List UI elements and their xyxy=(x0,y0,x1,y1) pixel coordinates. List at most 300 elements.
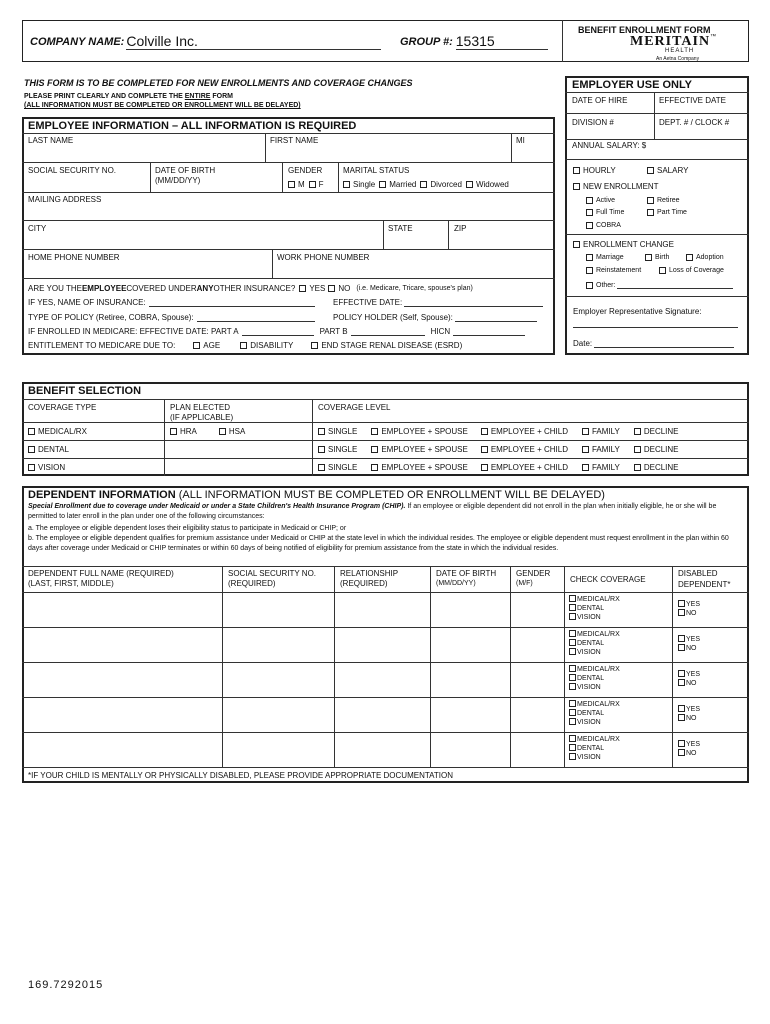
emp-line-2 xyxy=(22,162,555,163)
medicare-part-b-label: PART B xyxy=(319,327,348,336)
marriage-checkbox[interactable] xyxy=(586,254,593,261)
special-bold: Special Enrollment due to coverage under Medicaid or under a State Children's Health Insurance Program (CHIP). xyxy=(28,503,406,510)
dep-row-4-coverage xyxy=(569,700,620,727)
medical-family-label: FAMILY xyxy=(591,427,620,436)
emp-line-5 xyxy=(22,249,555,250)
medicare-part-a-field[interactable] xyxy=(242,327,314,336)
dep5-no-label: NO xyxy=(686,750,697,757)
dep-row-2-coverage xyxy=(569,630,620,657)
new-enrollment-option xyxy=(573,182,659,191)
hsa-checkbox[interactable] xyxy=(219,428,226,435)
medical-emp-child-label: EMPLOYEE + CHILD xyxy=(490,427,568,436)
dental-label: DENTAL xyxy=(38,445,69,454)
dep-row-1-disabled xyxy=(678,600,700,618)
ben-v2 xyxy=(312,399,313,476)
intro-line2 xyxy=(24,93,233,100)
hsa-label: HSA xyxy=(228,427,246,436)
dep1-medical-label: MEDICAL/RX xyxy=(577,596,620,603)
q-mid: COVERED UNDER xyxy=(126,284,197,293)
q-pre: ARE YOU THE xyxy=(28,284,82,293)
disabled-footnote: *IF YOUR CHILD IS MENTALLY OR PHYSICALLY DISABLED, PLEASE PROVIDE APPROPRIATE DOCUMENTATION xyxy=(28,771,453,780)
er-date-label: Date: xyxy=(573,339,593,348)
policy-holder-field[interactable] xyxy=(455,313,537,322)
ent-age-label: AGE xyxy=(203,341,221,350)
dep-gender-sub: (M/F) xyxy=(516,580,533,587)
gender-m-label: M xyxy=(298,180,305,189)
dep-line-2 xyxy=(22,662,749,663)
ben-line-3 xyxy=(22,440,749,441)
special-text: If an employee or eligible dependent did not enroll in the plan when initially eligible, he or she will be permitted to later enroll in the plan under one of the following circumstances: xyxy=(28,503,717,520)
dep-v6 xyxy=(672,566,673,767)
dependent-title: DEPENDENT INFORMATION xyxy=(28,489,176,501)
last-name-label: LAST NAME xyxy=(28,136,74,145)
dep3-yes-checkbox[interactable] xyxy=(678,670,685,677)
group-label: GROUP #: xyxy=(400,36,453,48)
marital-widowed-checkbox[interactable] xyxy=(466,181,473,188)
dep4-no-label: NO xyxy=(686,715,697,722)
emp-v6 xyxy=(383,220,384,249)
salary-opt-label: SALARY xyxy=(657,166,689,175)
dep3-dental-checkbox[interactable] xyxy=(569,674,576,681)
dep-dob-header: DATE OF BIRTH xyxy=(436,569,497,578)
er-line-3 xyxy=(565,139,749,140)
dep-v5 xyxy=(564,566,565,767)
other-checkbox[interactable] xyxy=(586,282,593,289)
other-ins-no-label: NO xyxy=(338,284,351,293)
dental-single-label: SINGLE xyxy=(328,445,358,454)
ins-eff-date-row xyxy=(333,298,543,307)
ent-disability-label: DISABILITY xyxy=(250,341,294,350)
dep-row-4-disabled xyxy=(678,705,700,723)
policy-holder-label: POLICY HOLDER (Self, Spouse): xyxy=(333,313,453,322)
er-v1 xyxy=(654,92,655,139)
marital-single-checkbox[interactable] xyxy=(343,181,350,188)
er-line-6 xyxy=(565,296,749,297)
dept-label: DEPT. # / CLOCK # xyxy=(659,118,730,127)
other-field[interactable] xyxy=(617,281,733,289)
dep1-dental-checkbox[interactable] xyxy=(569,604,576,611)
medical-rx-checkbox[interactable] xyxy=(28,428,35,435)
reinstatement-label: Reinstatement xyxy=(596,267,642,274)
city-label: CITY xyxy=(28,224,47,233)
dependent-title-row xyxy=(28,489,605,501)
rep-signature-label: Employer Representative Signature: xyxy=(573,307,702,316)
adoption-option xyxy=(686,254,724,261)
dep4-medical-label: MEDICAL/RX xyxy=(577,701,620,708)
intro-line2-emph: ENTIRE xyxy=(184,93,211,100)
part-time-checkbox[interactable] xyxy=(647,209,654,216)
hourly-option xyxy=(573,166,616,175)
gender-f-checkbox[interactable] xyxy=(309,181,316,188)
ben-line-4 xyxy=(22,458,749,459)
dep-line-5 xyxy=(22,767,749,768)
intro-line2-post: FORM xyxy=(210,93,233,100)
dep3-yes-label: YES xyxy=(686,671,701,678)
dep-name-sub: (LAST, FIRST, MIDDLE) xyxy=(28,579,114,588)
employee-info-title: EMPLOYEE INFORMATION – ALL INFORMATION IS REQUIRED xyxy=(28,120,357,132)
annual-salary-label: ANNUAL SALARY: $ xyxy=(572,141,647,150)
other-ins-yes-checkbox[interactable] xyxy=(299,285,306,292)
dep4-dental-label: DENTAL xyxy=(577,710,605,717)
state-label: STATE xyxy=(388,224,413,233)
vision-decline-checkbox[interactable] xyxy=(634,464,641,471)
ins-name-field[interactable] xyxy=(149,298,315,307)
company-name-row xyxy=(30,34,381,50)
marital-single-label: Single xyxy=(353,180,376,189)
work-phone-label: WORK PHONE NUMBER xyxy=(277,253,370,262)
er-line-1 xyxy=(565,92,749,93)
marital-divorced-checkbox[interactable] xyxy=(420,181,427,188)
marital-widowed-label: Widowed xyxy=(475,180,509,189)
emp-line-1 xyxy=(22,133,555,134)
ins-name-label: IF YES, NAME OF INSURANCE: xyxy=(28,298,146,307)
vision-emp-spouse-checkbox[interactable] xyxy=(371,464,378,471)
header-divider xyxy=(562,20,563,62)
dep2-dental-checkbox[interactable] xyxy=(569,639,576,646)
dep5-yes-label: YES xyxy=(686,741,701,748)
dental-option xyxy=(28,445,69,454)
marital-label: MARITAL STATUS xyxy=(343,166,410,175)
retiree-label: Retiree xyxy=(657,197,680,204)
q-emp: EMPLOYEE xyxy=(81,284,127,293)
dep-v4 xyxy=(510,566,511,767)
ent-disability-checkbox[interactable] xyxy=(240,342,247,349)
dependent-title-note: (ALL INFORMATION MUST BE COMPLETED OR ENROLLMENT WILL BE DELAYED) xyxy=(175,489,605,501)
marital-married-label: Married xyxy=(389,180,417,189)
full-time-option xyxy=(586,209,624,216)
adoption-checkbox[interactable] xyxy=(686,254,693,261)
dep5-yes-checkbox[interactable] xyxy=(678,740,685,747)
medical-emp-spouse-label: EMPLOYEE + SPOUSE xyxy=(381,427,468,436)
medical-family-checkbox[interactable] xyxy=(582,428,589,435)
dep-v3 xyxy=(430,566,431,767)
special-item-a: a. The employee or eligible dependent loses their eligibility status to participate in Medicaid or CHIP; or xyxy=(28,525,347,532)
dep4-yes-checkbox[interactable] xyxy=(678,705,685,712)
er-date-field[interactable] xyxy=(594,339,734,348)
dep3-medical-label: MEDICAL/RX xyxy=(577,666,620,673)
dep-row-2-disabled xyxy=(678,635,700,653)
enrollment-change-option xyxy=(573,240,674,249)
emp-v2 xyxy=(511,133,512,162)
medical-levels xyxy=(318,427,679,436)
dep-disabled-sub: DEPENDENT* xyxy=(678,580,731,589)
dep-gender-header: GENDER xyxy=(516,569,551,578)
emp-v3 xyxy=(150,162,151,192)
emp-line-4 xyxy=(22,220,555,221)
ssn-label: SOCIAL SECURITY NO. xyxy=(28,166,117,175)
dep2-yes-checkbox[interactable] xyxy=(678,635,685,642)
part-time-option xyxy=(647,209,687,216)
dep2-dental-label: DENTAL xyxy=(577,640,605,647)
gender-m-checkbox[interactable] xyxy=(288,181,295,188)
dep-rel-header: RELATIONSHIP xyxy=(340,569,399,578)
birth-option xyxy=(645,254,669,261)
reinstatement-checkbox[interactable] xyxy=(586,267,593,274)
other-ins-no-checkbox[interactable] xyxy=(328,285,335,292)
dep5-dental-label: DENTAL xyxy=(577,745,605,752)
dental-single-checkbox[interactable] xyxy=(318,446,325,453)
retiree-option xyxy=(647,197,680,204)
dep1-no-checkbox[interactable] xyxy=(678,609,685,616)
reinstatement-option xyxy=(586,267,641,274)
company-name-field[interactable] xyxy=(126,34,381,50)
dep2-yes-label: YES xyxy=(686,636,701,643)
other-label: Other: xyxy=(596,281,616,289)
gender-f-label: F xyxy=(318,180,324,189)
birth-checkbox[interactable] xyxy=(645,254,652,261)
vision-emp-child-label: EMPLOYEE + CHILD xyxy=(490,463,568,472)
dep5-medical-label: MEDICAL/RX xyxy=(577,736,620,743)
benefit-title: BENEFIT SELECTION xyxy=(28,385,142,397)
vision-decline-label: DECLINE xyxy=(643,463,679,472)
logo-tm: ™ xyxy=(710,34,717,40)
dental-levels xyxy=(318,445,679,454)
hra-checkbox[interactable] xyxy=(170,428,177,435)
ent-esrd-label: END STAGE RENAL DISEASE (ESRD) xyxy=(321,341,463,350)
dental-checkbox[interactable] xyxy=(28,446,35,453)
dep-row-1-coverage xyxy=(569,595,620,622)
dep5-no-checkbox[interactable] xyxy=(678,749,685,756)
rep-signature-field[interactable] xyxy=(573,327,738,328)
mi-label: MI xyxy=(516,136,525,145)
loss-option xyxy=(659,267,724,274)
hicn-field[interactable] xyxy=(453,327,525,336)
ent-esrd-checkbox[interactable] xyxy=(311,342,318,349)
birth-label: Birth xyxy=(655,254,670,261)
division-label: DIVISION # xyxy=(572,118,614,127)
plan-elected-header: PLAN ELECTED xyxy=(170,403,231,412)
home-phone-label: HOME PHONE NUMBER xyxy=(28,253,120,262)
er-line-2 xyxy=(565,113,749,114)
other-option xyxy=(586,281,733,289)
vision-single-checkbox[interactable] xyxy=(318,464,325,471)
dental-emp-child-checkbox[interactable] xyxy=(481,446,488,453)
insurance-name-row xyxy=(28,298,315,307)
dep-row-3-coverage xyxy=(569,665,620,692)
retiree-checkbox[interactable] xyxy=(647,197,654,204)
dep3-vision-checkbox[interactable] xyxy=(569,683,576,690)
special-enrollment-text xyxy=(28,502,744,522)
medical-rx-option xyxy=(28,427,87,436)
ben-line-2 xyxy=(22,422,749,423)
emp-v1 xyxy=(265,133,266,162)
dental-decline-checkbox[interactable] xyxy=(634,446,641,453)
group-value: 15315 xyxy=(455,33,495,49)
dental-emp-spouse-checkbox[interactable] xyxy=(371,446,378,453)
dep-name-header: DEPENDENT FULL NAME (REQUIRED) xyxy=(28,569,174,578)
dep5-vision-checkbox[interactable] xyxy=(569,753,576,760)
ins-eff-date-field[interactable] xyxy=(404,298,543,307)
policy-type-row xyxy=(28,313,315,322)
adoption-label: Adoption xyxy=(696,254,724,261)
dental-family-checkbox[interactable] xyxy=(582,446,589,453)
dep4-no-checkbox[interactable] xyxy=(678,714,685,721)
medicare-row xyxy=(28,327,525,336)
intro-line1: THIS FORM IS TO BE COMPLETED FOR NEW ENROLLMENTS AND COVERAGE CHANGES xyxy=(24,78,413,88)
medical-decline-checkbox[interactable] xyxy=(634,428,641,435)
vision-family-checkbox[interactable] xyxy=(582,464,589,471)
dep-v1 xyxy=(222,566,223,767)
zip-label: ZIP xyxy=(454,224,467,233)
form-number: 169.7292015 xyxy=(28,979,104,991)
er-line-4 xyxy=(565,159,749,160)
form-title: BENEFIT ENROLLMENT FORM xyxy=(578,25,711,35)
dep-line-0 xyxy=(22,592,749,593)
medical-emp-child-checkbox[interactable] xyxy=(481,428,488,435)
dep-row-5-coverage xyxy=(569,735,620,762)
other-insurance-question xyxy=(28,284,473,293)
ben-line-1 xyxy=(22,399,749,400)
marital-married-checkbox[interactable] xyxy=(379,181,386,188)
vision-checkbox[interactable] xyxy=(28,464,35,471)
dep4-dental-checkbox[interactable] xyxy=(569,709,576,716)
dep-line-4 xyxy=(22,732,749,733)
emp-v7 xyxy=(448,220,449,249)
medical-single-label: SINGLE xyxy=(328,427,358,436)
ben-v1 xyxy=(164,399,165,476)
enrollment-change-label: ENROLLMENT CHANGE xyxy=(583,240,674,249)
medical-decline-label: DECLINE xyxy=(643,427,679,436)
dep-dob-sub: (MM/DD/YY) xyxy=(436,580,476,587)
group-field[interactable] xyxy=(456,34,548,50)
first-name-label: FIRST NAME xyxy=(270,136,319,145)
dep-ssn-header: SOCIAL SECURITY NO. xyxy=(228,569,317,578)
vision-single-label: SINGLE xyxy=(328,463,358,472)
gender-label: GENDER xyxy=(288,166,323,175)
dep1-yes-checkbox[interactable] xyxy=(678,600,685,607)
emp-v4 xyxy=(282,162,283,192)
dep-line-head xyxy=(22,566,749,567)
dep2-vision-label: VISION xyxy=(577,649,601,656)
vision-option xyxy=(28,463,65,472)
active-checkbox[interactable] xyxy=(586,197,593,204)
marital-options xyxy=(343,180,509,189)
dep1-yes-label: YES xyxy=(686,601,701,608)
dep3-no-label: NO xyxy=(686,680,697,687)
dep2-medical-checkbox[interactable] xyxy=(569,630,576,637)
emp-line-6 xyxy=(22,278,555,279)
cobra-checkbox[interactable] xyxy=(586,222,593,229)
full-time-label: Full Time xyxy=(596,209,625,216)
full-time-checkbox[interactable] xyxy=(586,209,593,216)
vision-emp-child-checkbox[interactable] xyxy=(481,464,488,471)
dental-emp-spouse-label: EMPLOYEE + SPOUSE xyxy=(381,445,468,454)
dep1-medical-checkbox[interactable] xyxy=(569,595,576,602)
gender-options xyxy=(288,180,324,189)
dep5-dental-checkbox[interactable] xyxy=(569,744,576,751)
emp-v5 xyxy=(338,162,339,192)
dental-family-label: FAMILY xyxy=(591,445,620,454)
part-time-label: Part Time xyxy=(657,209,687,216)
other-ins-yes-label: YES xyxy=(309,284,326,293)
q-post: OTHER INSURANCE? xyxy=(213,284,296,293)
loss-checkbox[interactable] xyxy=(659,267,666,274)
dep-v2 xyxy=(334,566,335,767)
dep-check-header: CHECK COVERAGE xyxy=(570,575,646,584)
dep1-vision-label: VISION xyxy=(577,614,601,621)
dep3-vision-label: VISION xyxy=(577,684,601,691)
dep3-no-checkbox[interactable] xyxy=(678,679,685,686)
ins-eff-date-label: EFFECTIVE DATE: xyxy=(333,298,403,307)
dep1-vision-checkbox[interactable] xyxy=(569,613,576,620)
loss-label: Loss of Coverage xyxy=(669,267,724,274)
logo-text: MERITAIN xyxy=(630,34,711,49)
entitlement-label: ENTITLEMENT TO MEDICARE DUE TO: xyxy=(28,341,176,350)
dep2-no-label: NO xyxy=(686,645,697,652)
dep1-dental-label: DENTAL xyxy=(577,605,605,612)
salary-option xyxy=(647,166,688,175)
dep2-vision-checkbox[interactable] xyxy=(569,648,576,655)
group-row xyxy=(400,34,548,50)
dep3-medical-checkbox[interactable] xyxy=(569,665,576,672)
marriage-option xyxy=(586,254,624,261)
other-ins-note: (i.e. Medicare, Tricare, spouse's plan) xyxy=(356,285,473,292)
dep-rel-sub: (REQUIRED) xyxy=(340,579,388,588)
marriage-label: Marriage xyxy=(596,254,624,261)
dob-label: DATE OF BIRTH xyxy=(155,166,216,175)
medicare-part-a-label: IF ENROLLED IN MEDICARE: EFFECTIVE DATE: PART A xyxy=(28,327,239,336)
dep-line-1 xyxy=(22,627,749,628)
new-enrollment-checkbox[interactable] xyxy=(573,183,580,190)
vision-levels xyxy=(318,463,679,472)
employer-use-title: EMPLOYER USE ONLY xyxy=(572,79,693,91)
plan-options-medical xyxy=(170,427,245,436)
hra-label: HRA xyxy=(180,427,197,436)
policy-type-label: TYPE OF POLICY (Retiree, COBRA, Spouse): xyxy=(28,313,194,322)
special-item-b: b. The employee or eligible dependent qualifies for premium assistance under Medicaid or CHIP at the state level in which the individual resides. The employee or eligible dependent must request enrollment in the plan within 60 days after coverage under Medicaid or CHIP terminates or within 60 days of being notified of eligibility for premium assistance from the state in which the individual resides. xyxy=(28,535,729,552)
salary-checkbox[interactable] xyxy=(647,167,654,174)
hourly-checkbox[interactable] xyxy=(573,167,580,174)
cobra-label: COBRA xyxy=(596,222,621,229)
medical-single-checkbox[interactable] xyxy=(318,428,325,435)
active-label: Active xyxy=(596,197,616,204)
coverage-type-header: COVERAGE TYPE xyxy=(28,403,97,412)
policy-type-field[interactable] xyxy=(197,313,315,322)
intro-line3: (ALL INFORMATION MUST BE COMPLETED OR ENROLLMENT WILL BE DELAYED) xyxy=(24,102,301,109)
medical-emp-spouse-checkbox[interactable] xyxy=(371,428,378,435)
dep2-no-checkbox[interactable] xyxy=(678,644,685,651)
new-enrollment-label: NEW ENROLLMENT xyxy=(583,182,659,191)
intro-line2-pre: PLEASE PRINT CLEARLY AND COMPLETE THE xyxy=(24,93,185,100)
dep4-vision-label: VISION xyxy=(577,719,601,726)
er-date-row xyxy=(573,339,734,348)
er-effective-date-label: EFFECTIVE DATE xyxy=(659,96,726,105)
logo-tag: An Aetna Company xyxy=(656,56,700,62)
dep2-medical-label: MEDICAL/RX xyxy=(577,631,620,638)
dental-decline-label: DECLINE xyxy=(643,445,679,454)
medicare-part-b-field[interactable] xyxy=(351,327,425,336)
dep5-vision-label: VISION xyxy=(577,754,601,761)
plan-elected-sub: (IF APPLICABLE) xyxy=(170,413,234,422)
enrollment-change-checkbox[interactable] xyxy=(573,241,580,248)
dental-emp-child-label: EMPLOYEE + CHILD xyxy=(490,445,568,454)
dep1-no-label: NO xyxy=(686,610,697,617)
company-name-value: Colville Inc. xyxy=(126,33,198,49)
mailing-label: MAILING ADDRESS xyxy=(28,195,102,204)
company-name-label: COMPANY NAME: xyxy=(30,36,125,48)
vision-family-label: FAMILY xyxy=(591,463,620,472)
emp-line-3 xyxy=(22,192,555,193)
cobra-option xyxy=(586,222,621,229)
ent-age-checkbox[interactable] xyxy=(193,342,200,349)
dep4-yes-label: YES xyxy=(686,706,701,713)
dep4-medical-checkbox[interactable] xyxy=(569,700,576,707)
er-line-5 xyxy=(565,234,749,235)
dep5-medical-checkbox[interactable] xyxy=(569,735,576,742)
dep4-vision-checkbox[interactable] xyxy=(569,718,576,725)
q-any: ANY xyxy=(196,284,214,293)
entitlement-row xyxy=(28,341,462,350)
